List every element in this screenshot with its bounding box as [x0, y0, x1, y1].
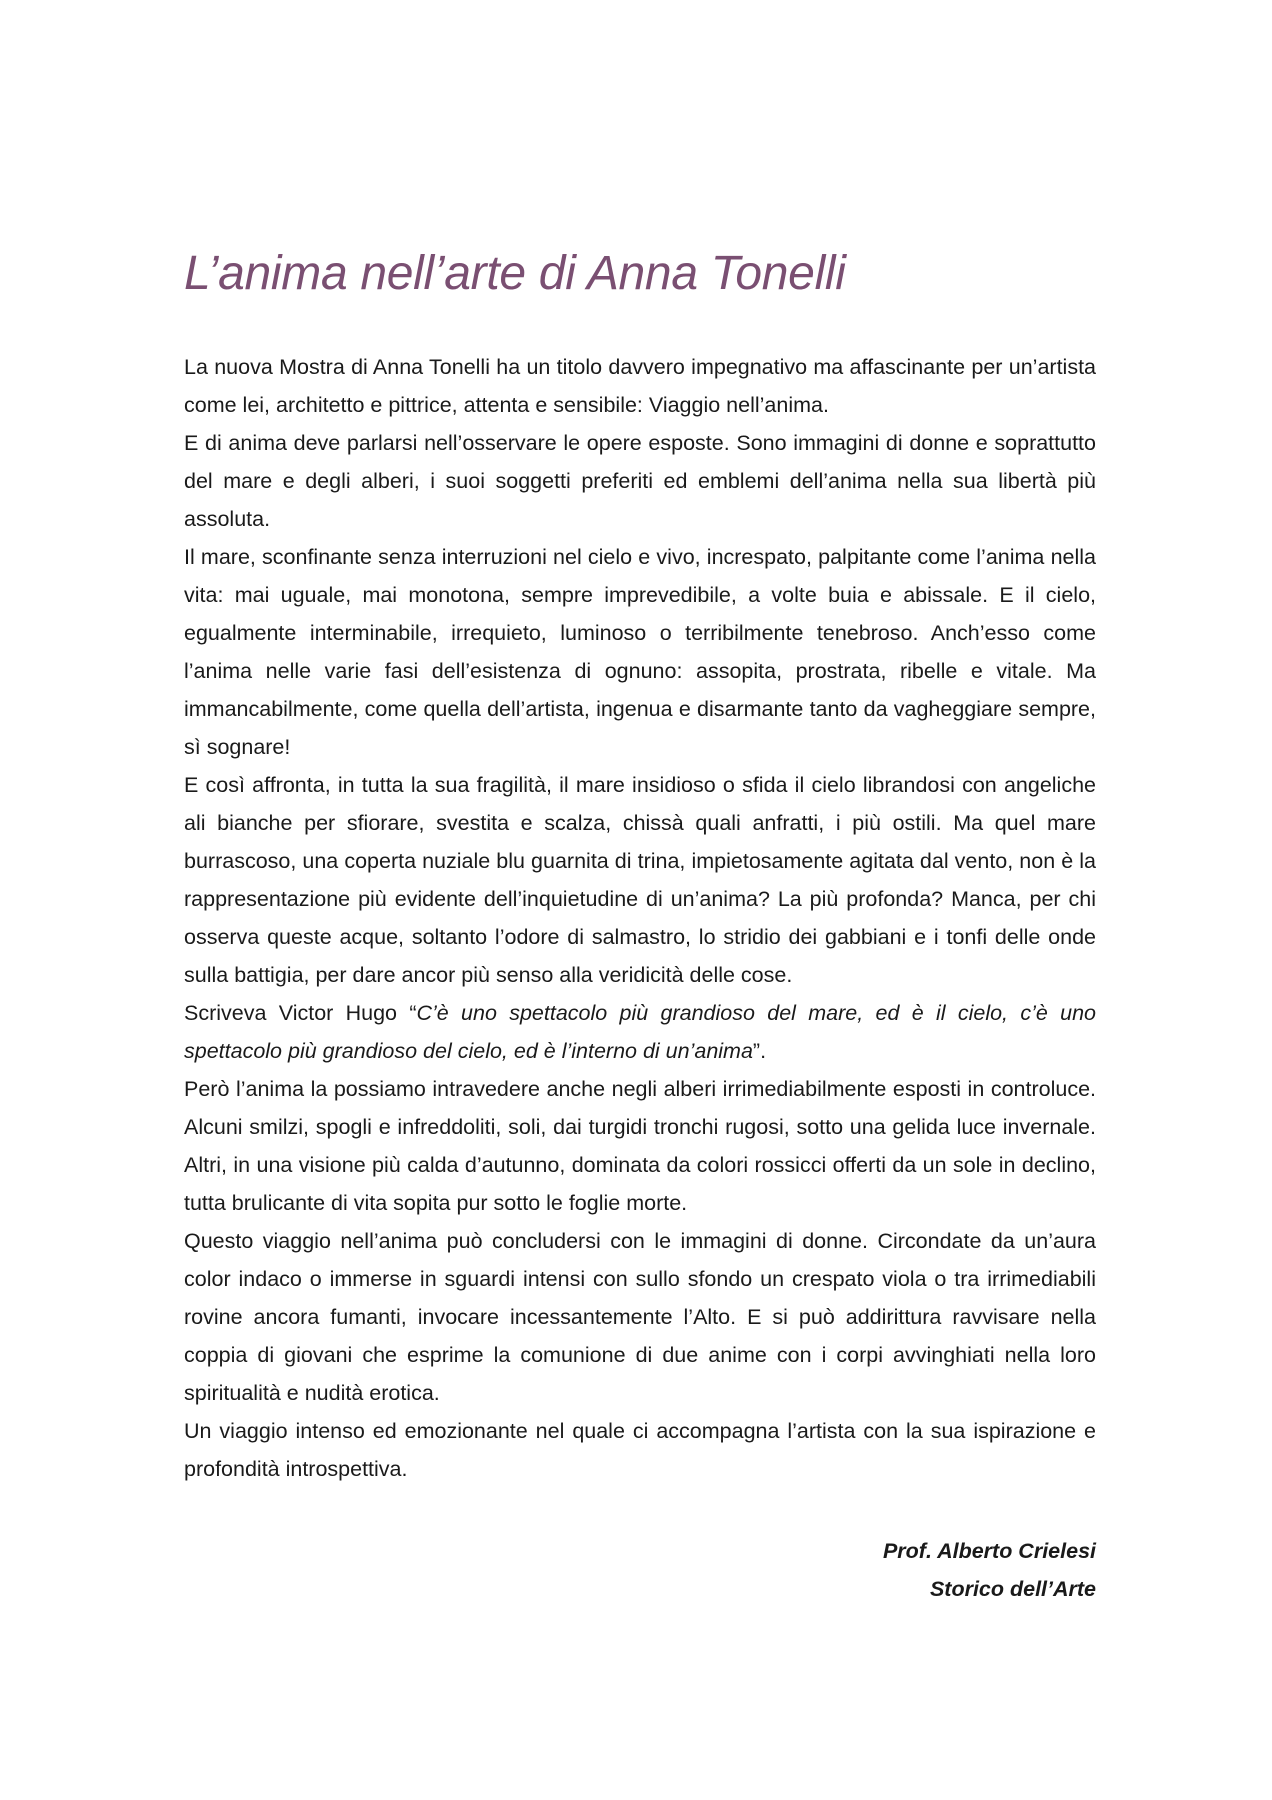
paragraph: E di anima deve parlarsi nell’osservare le opere esposte. Sono immagini di donne e soprattutto del mare e degli alberi, i suoi soggetti preferiti ed emblemi dell’anima nella sua libertà più assoluta. [184, 431, 1096, 531]
author-role: Storico dell’Arte [929, 1577, 1096, 1601]
document-page [184, 246, 1096, 1608]
paragraph: Questo viaggio nell’anima può concludersi con le immagini di donne. Circondate da un’aura color indaco o immerse in sguardi intensi con sullo sfondo un crespato viola o tra irrimediabili rovine ancora fumanti, invocare incessantemente l’Alto. E si può addirittura ravvisare nella coppia di giovani che esprime la comunione di due anime con i corpi avvinghiati nella loro spiritualità e nudità erotica. [184, 1229, 1096, 1405]
paragraph: Il mare, sconfinante senza interruzioni nel cielo e vivo, increspato, palpitante come l’anima nella vita: mai uguale, mai monotona, sempre imprevedibile, a volte buia e abissale. E il cielo, egualmente interminabile, irrequieto, luminoso o terribilmente tenebroso. Anch’esso come l’anima nelle varie fasi dell’esistenza di ognuno: assopita, prostrata, ribelle e vitale. Ma immancabilmente, come quella dell’artista, ingenua e disarmante tanto da vagheggiare sempre, sì sognare! [184, 545, 1096, 759]
signature-block [184, 1532, 1096, 1608]
quote-paragraph [184, 994, 1096, 1070]
paragraph: E così affronta, in tutta la sua fragilità, il mare insidioso o sfida il cielo librandosi con angeliche ali bianche per sfiorare, svestita e scalza, chissà quali anfratti, i più ostili. Ma quel mare burrascoso, una coperta nuziale blu guarnita di trina, impietosamente agitata dal vento, non è la rappresentazione più evidente dell’inquietudine di un’anima? La più profonda? Manca, per chi osserva queste acque, soltanto l’odore di salmastro, lo stridio dei gabbiani e i tonfi delle onde sulla battigia, per dare ancor più senso alla veridicità delle cose. [184, 773, 1096, 987]
paragraph: Un viaggio intenso ed emozionante nel quale ci accompagna l’artista con la sua ispirazione e profondità introspettiva. [184, 1419, 1096, 1481]
page-title: L’anima nell’arte di Anna Tonelli [184, 247, 846, 300]
quote-close: ”. [752, 1039, 767, 1063]
author-name: Prof. Alberto Crielesi [882, 1539, 1096, 1563]
article-body [184, 348, 1096, 1488]
victor-hugo-quote: C’è uno spettacolo più grandioso del mare, ed è il cielo, c’è uno spettacolo più grandioso del cielo, ed è l’interno di un’anima [184, 1001, 1096, 1063]
paragraph: La nuova Mostra di Anna Tonelli ha un titolo davvero impegnativo ma affascinante per un’artista come lei, architetto e pittrice, attenta e sensibile: Viaggio nell’anima. [184, 355, 1096, 417]
paragraph: Però l’anima la possiamo intravedere anche negli alberi irrimediabilmente esposti in controluce. Alcuni smilzi, spogli e infreddoliti, soli, dai turgidi tronchi rugosi, sotto una gelida luce invernale. Altri, in una visione più calda d’autunno, dominata da colori rossicci offerti da un sole in declino, tutta brulicante di vita sopita pur sotto le foglie morte. [184, 1077, 1096, 1215]
quote-intro: Scriveva Victor Hugo “ [184, 1001, 417, 1025]
